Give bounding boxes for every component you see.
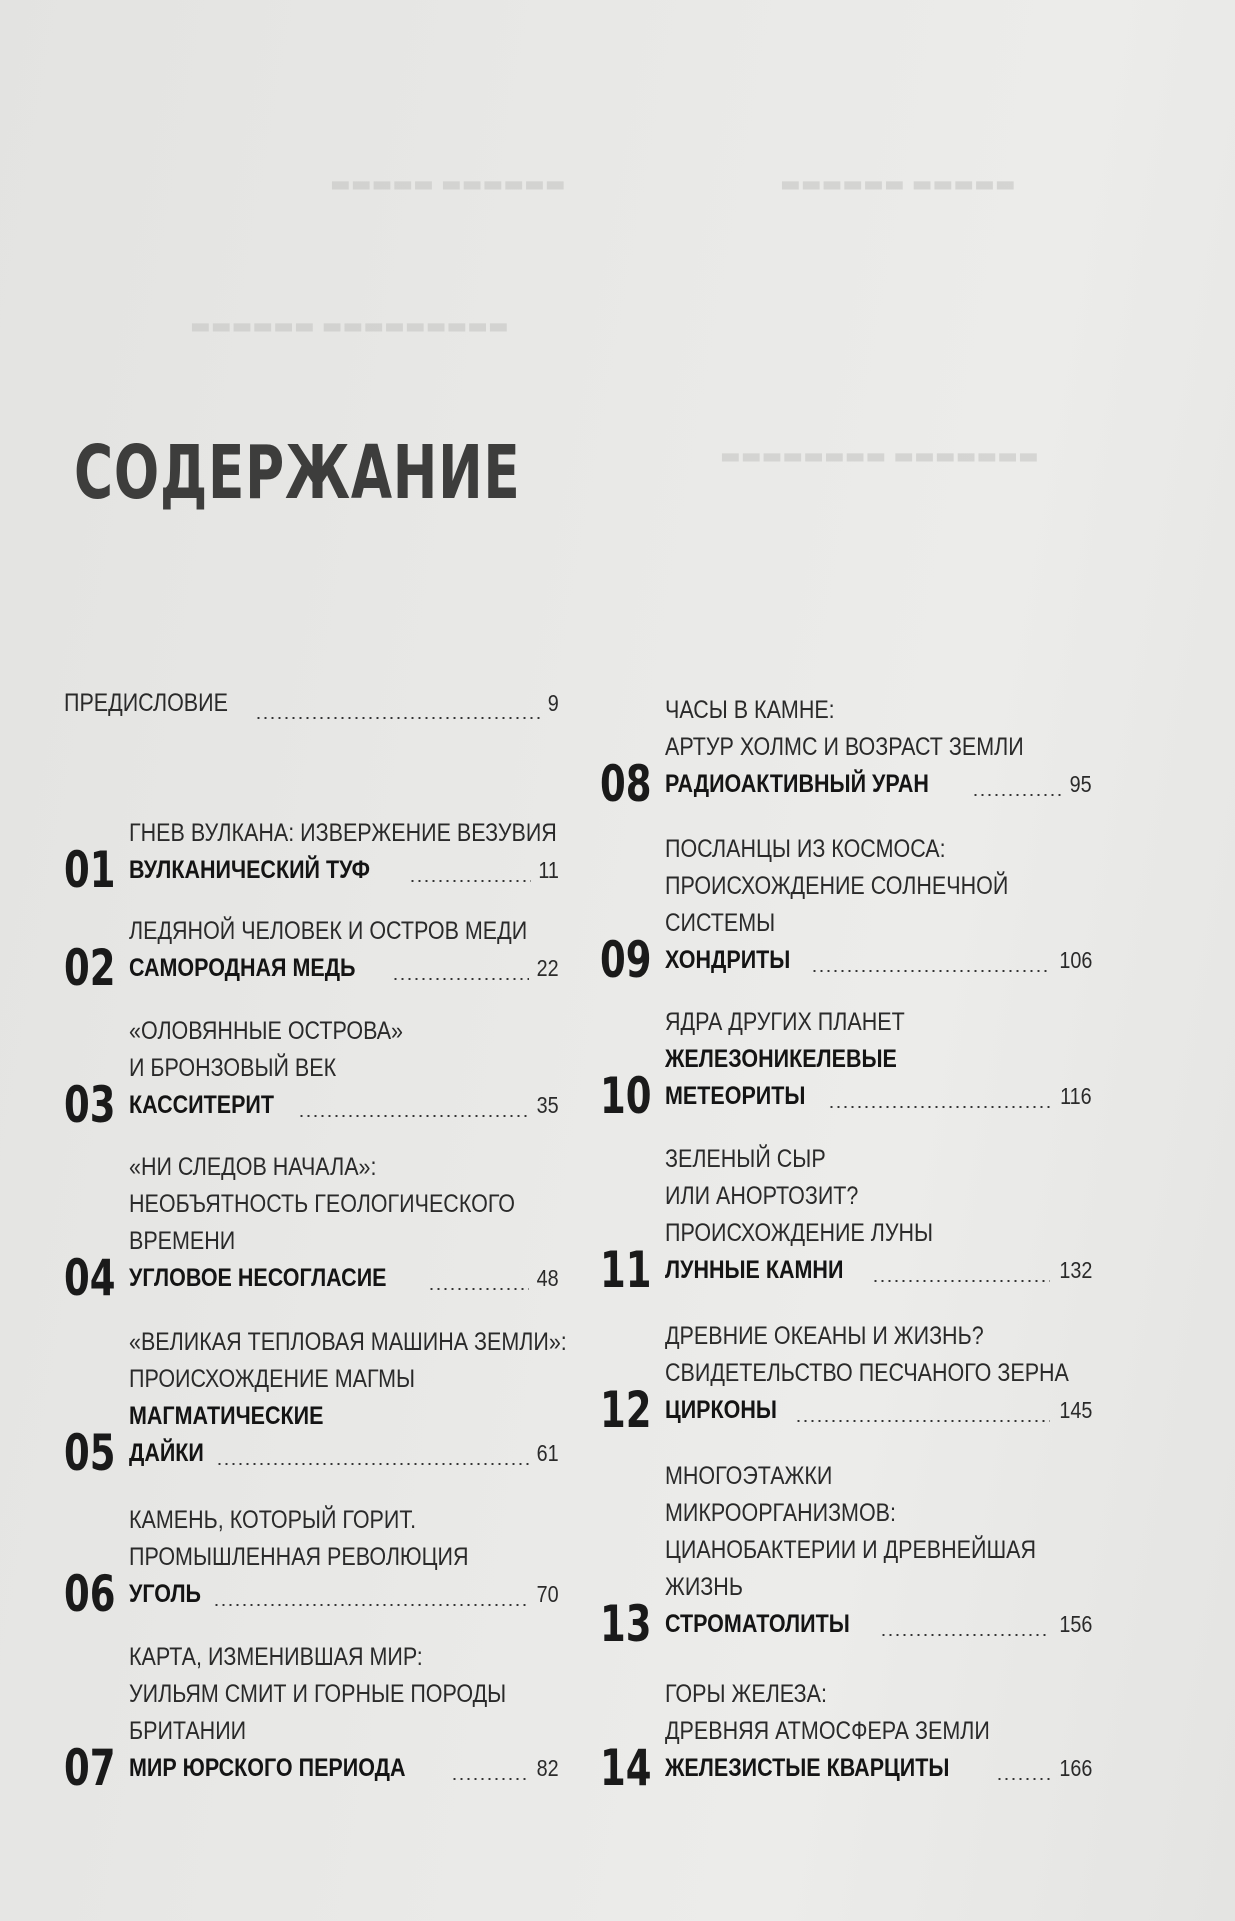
chapter-number: 06 — [64, 1565, 116, 1623]
page-number: 61 — [536, 1440, 559, 1466]
chapter-subtitle: ПРОИСХОЖДЕНИЕ ЛУНЫ — [665, 1219, 934, 1247]
chapter-subtitle: ЖИЗНЬ — [665, 1573, 743, 1601]
chapter-subtitle: КАМЕНЬ, КОТОРЫЙ ГОРИТ. — [129, 1506, 417, 1534]
chapter-mineral: ДАЙКИ — [129, 1439, 204, 1467]
dot-leader — [451, 1778, 530, 1780]
page-number: 70 — [536, 1581, 559, 1607]
chapter-number: 13 — [600, 1595, 652, 1653]
toc-entry[interactable] — [600, 1141, 1092, 1299]
chapter-number: 12 — [600, 1381, 652, 1439]
chapter-mineral: ВУЛКАНИЧЕСКИЙ ТУФ — [129, 856, 371, 884]
chapter-number: 14 — [600, 1739, 652, 1797]
dot-leader — [392, 978, 529, 980]
chapter-subtitle: ДРЕВНИЕ ОКЕАНЫ И ЖИЗНЬ? — [665, 1322, 984, 1350]
chapter-subtitle: ЗЕЛЕНЫЙ СЫР — [665, 1145, 826, 1173]
chapter-subtitle: «НИ СЛЕДОВ НАЧАЛА»: — [129, 1153, 377, 1181]
chapter-subtitle: СВИДЕТЕЛЬСТВО ПЕСЧАНОГО ЗЕРНА — [665, 1359, 1069, 1387]
dot-leader — [213, 1604, 530, 1606]
chapter-subtitle: ЦИАНОБАКТЕРИИ И ДРЕВНЕЙШАЯ — [665, 1536, 1037, 1564]
chapter-mineral: МАГМАТИЧЕСКИЕ — [129, 1402, 324, 1430]
page-title: СОДЕРЖАНИЕ — [74, 430, 521, 516]
chapter-number: 11 — [600, 1241, 652, 1299]
toc-entry-preface[interactable] — [64, 689, 559, 726]
chapter-mineral: ЖЕЛЕЗИСТЫЕ КВАРЦИТЫ — [665, 1754, 950, 1782]
page-number: 11 — [538, 857, 559, 883]
chapter-number: 10 — [600, 1067, 652, 1125]
chapter-subtitle: БРИТАНИИ — [129, 1717, 247, 1745]
chapter-subtitle: ПОСЛАНЦЫ ИЗ КОСМОСА: — [665, 835, 946, 863]
chapter-subtitle: МИКРООРГАНИЗМОВ: — [665, 1499, 897, 1527]
chapter-subtitle: СИСТЕМЫ — [665, 909, 776, 937]
page-number: 145 — [1058, 1397, 1092, 1423]
bleed-through-decoration: ▬▬▬▬▬▬ ▬▬▬▬▬ — [330, 172, 566, 197]
chapter-mineral: КАССИТЕРИТ — [129, 1091, 275, 1119]
page-number: 106 — [1058, 947, 1092, 973]
dot-leader — [872, 1280, 1049, 1282]
toc-entry[interactable] — [64, 1324, 567, 1482]
chapter-number: 03 — [64, 1076, 116, 1134]
chapter-mineral: ХОНДРИТЫ — [665, 946, 791, 974]
page-number: 22 — [536, 955, 559, 981]
toc-entry[interactable] — [600, 1004, 1092, 1125]
page-number: 116 — [1060, 1083, 1092, 1109]
toc-entry[interactable] — [64, 913, 559, 997]
toc-entry[interactable] — [64, 1502, 559, 1623]
chapter-number: 09 — [600, 931, 652, 989]
dot-leader — [880, 1634, 1050, 1636]
chapter-number: 02 — [64, 939, 116, 997]
chapter-number: 07 — [64, 1739, 116, 1797]
chapter-subtitle: ЯДРА ДРУГИХ ПЛАНЕТ — [665, 1008, 905, 1036]
dot-leader — [255, 717, 543, 719]
chapter-mineral: УГЛОВОЕ НЕСОГЛАСИЕ — [129, 1264, 387, 1292]
chapter-mineral: САМОРОДНАЯ МЕДЬ — [129, 954, 356, 982]
chapter-mineral: СТРОМАТОЛИТЫ — [665, 1610, 850, 1638]
chapter-subtitle: ДРЕВНЯЯ АТМОСФЕРА ЗЕМЛИ — [665, 1717, 990, 1745]
chapter-subtitle: ПРОМЫШЛЕННАЯ РЕВОЛЮЦИЯ — [129, 1543, 469, 1571]
preface-label: ПРЕДИСЛОВИЕ — [64, 689, 228, 717]
toc-entry[interactable] — [64, 1013, 559, 1134]
chapter-subtitle: ВРЕМЕНИ — [129, 1227, 236, 1255]
chapter-mineral: МЕТЕОРИТЫ — [665, 1082, 806, 1110]
dot-leader — [428, 1288, 529, 1290]
toc-entry[interactable] — [600, 1318, 1092, 1439]
dot-leader — [409, 880, 531, 882]
dot-leader — [298, 1115, 530, 1117]
dot-leader — [216, 1463, 529, 1465]
dot-leader — [795, 1420, 1049, 1422]
chapter-subtitle: НЕОБЪЯТНОСТЬ ГЕОЛОГИЧЕСКОГО — [129, 1190, 515, 1218]
chapter-subtitle: ЧАСЫ В КАМНЕ: — [665, 696, 835, 724]
page-number: 95 — [1069, 771, 1092, 797]
chapter-mineral: РАДИОАКТИВНЫЙ УРАН — [665, 770, 929, 798]
page-number: 35 — [536, 1092, 559, 1118]
page-number: 9 — [547, 690, 559, 716]
chapter-mineral: ЖЕЛЕЗОНИКЕЛЕВЫЕ — [665, 1045, 897, 1073]
chapter-mineral: ЦИРКОНЫ — [665, 1396, 777, 1424]
chapter-subtitle: ИЛИ АНОРТОЗИТ? — [665, 1182, 859, 1210]
chapter-subtitle: ГНЕВ ВУЛКАНА: ИЗВЕРЖЕНИЕ ВЕЗУВИЯ — [129, 819, 557, 847]
chapter-number: 08 — [600, 755, 652, 813]
dot-leader — [811, 970, 1050, 972]
toc-entry[interactable] — [64, 1149, 559, 1307]
page-number: 166 — [1058, 1755, 1092, 1781]
chapter-subtitle: АРТУР ХОЛМС И ВОЗРАСТ ЗЕМЛИ — [665, 733, 1024, 761]
page-number: 82 — [536, 1755, 559, 1781]
chapter-subtitle: ПРОИСХОЖДЕНИЕ МАГМЫ — [129, 1365, 416, 1393]
page-number: 156 — [1058, 1611, 1092, 1637]
chapter-subtitle: ПРОИСХОЖДЕНИЕ СОЛНЕЧНОЙ — [665, 872, 1009, 900]
page-number: 48 — [536, 1265, 559, 1291]
bleed-through-decoration: ▬▬▬▬▬▬▬▬▬ ▬▬▬▬▬▬ — [190, 314, 509, 339]
page-number: 132 — [1058, 1257, 1092, 1283]
chapter-subtitle: МНОГОЭТАЖКИ — [665, 1462, 833, 1490]
chapter-subtitle: КАРТА, ИЗМЕНИВШАЯ МИР: — [129, 1643, 423, 1671]
toc-entry[interactable] — [64, 1639, 559, 1797]
bleed-through-decoration: ▬▬▬▬▬ ▬▬▬▬▬▬ — [780, 172, 1016, 197]
dot-leader — [828, 1106, 1051, 1108]
chapter-number: 05 — [64, 1424, 116, 1482]
chapter-mineral: МИР ЮРСКОГО ПЕРИОДА — [129, 1754, 406, 1782]
chapter-mineral: ЛУННЫЕ КАМНИ — [665, 1256, 844, 1284]
dot-leader — [996, 1778, 1050, 1780]
chapter-number: 01 — [64, 841, 116, 899]
bleed-through-decoration: ▬▬▬▬▬▬▬ ▬▬▬▬▬▬▬▬ — [720, 444, 1039, 469]
chapter-subtitle: ЛЕДЯНОЙ ЧЕЛОВЕК И ОСТРОВ МЕДИ — [129, 917, 528, 945]
dot-leader — [972, 794, 1063, 796]
toc-entry[interactable] — [600, 1458, 1092, 1653]
chapter-subtitle: «ОЛОВЯННЫЕ ОСТРОВА» — [129, 1017, 404, 1045]
chapter-number: 04 — [64, 1249, 116, 1307]
chapter-subtitle: «ВЕЛИКАЯ ТЕПЛОВАЯ МАШИНА ЗЕМЛИ»: — [129, 1328, 567, 1356]
chapter-subtitle: УИЛЬЯМ СМИТ И ГОРНЫЕ ПОРОДЫ — [129, 1680, 507, 1708]
chapter-mineral: УГОЛЬ — [129, 1580, 202, 1608]
toc-entry[interactable] — [600, 1676, 1092, 1797]
toc-entry[interactable] — [600, 831, 1092, 989]
toc-entry[interactable] — [64, 815, 559, 899]
toc-entry[interactable] — [600, 692, 1092, 813]
chapter-subtitle: И БРОНЗОВЫЙ ВЕК — [129, 1054, 337, 1082]
chapter-subtitle: ГОРЫ ЖЕЛЕЗА: — [665, 1680, 827, 1708]
